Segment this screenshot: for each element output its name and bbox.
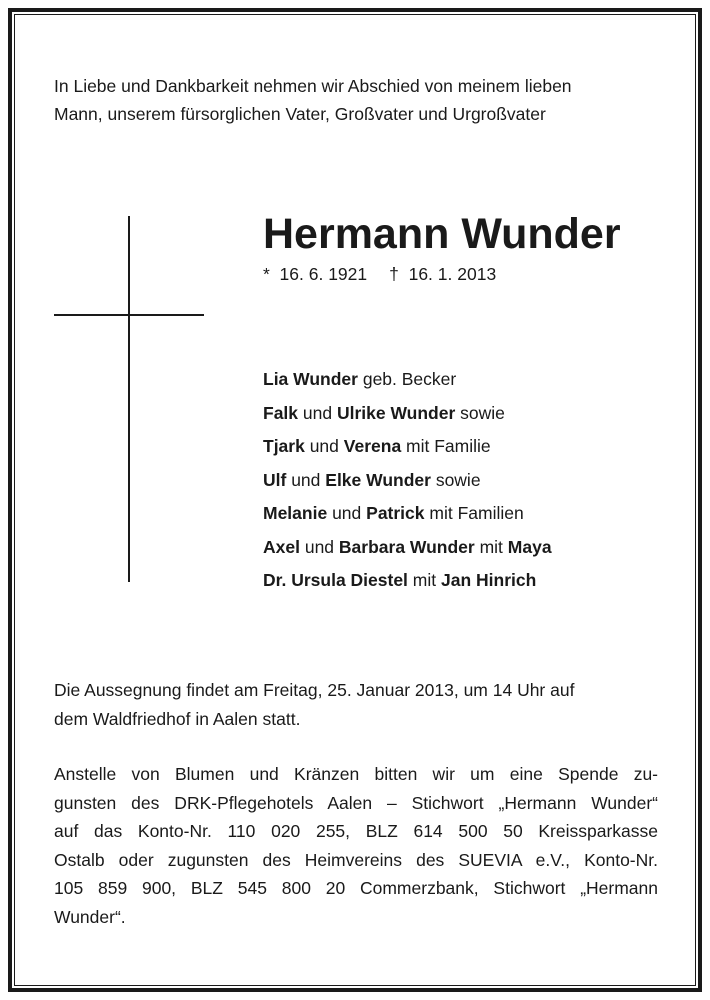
cross-horizontal-bar <box>54 314 204 316</box>
mourner-connector: mit <box>407 570 441 590</box>
life-dates <box>263 262 496 286</box>
mourner-name: Barbara Wunder <box>338 536 475 557</box>
mourner-line <box>263 397 552 431</box>
mourner-name: Jan Hinrich <box>440 570 537 590</box>
mourners-list <box>263 363 552 598</box>
intro-text <box>54 72 658 128</box>
death-symbol: † <box>389 264 399 284</box>
mourner-line <box>263 430 552 464</box>
donation-line: gunsten des DRK-Pflegehotels Aalen – Stichwort „Hermann Wunder“ <box>54 792 658 813</box>
mourner-connector: und <box>304 436 344 456</box>
mourner-connector: sowie <box>455 402 505 423</box>
mourner-line <box>263 497 552 531</box>
donation-notice <box>54 760 658 931</box>
mourner-connector: und <box>286 469 326 490</box>
mourner-connector: und <box>327 503 367 523</box>
intro-line: Mann, unserem fürsorglichen Vater, Großvater und Urgroßvater <box>54 104 546 124</box>
donation-line: 105 859 900, BLZ 545 800 20 Commerzbank, Stichwort „Hermann <box>54 878 658 898</box>
mourner-connector: geb. Becker <box>357 369 457 389</box>
cross-vertical-bar <box>128 216 130 582</box>
mourner-name: Verena <box>343 436 402 456</box>
ceremony-line: Die Aussegnung findet am Freitag, 25. Januar 2013, um 14 Uhr auf <box>54 680 575 700</box>
intro-line: In Liebe und Dankbarkeit nehmen wir Abschied von meinem lieben <box>54 76 572 96</box>
mourner-line <box>263 464 552 498</box>
ceremony-line: dem Waldfriedhof in Aalen statt. <box>54 708 301 729</box>
mourner-name: Melanie <box>263 503 328 523</box>
mourner-name: Falk <box>263 402 299 423</box>
mourner-connector: mit Familie <box>401 436 491 456</box>
donation-line: Wunder“. <box>54 906 126 927</box>
mourner-connector: mit Familien <box>424 503 524 523</box>
mourner-name: Tjark <box>263 436 305 456</box>
mourner-name: Elke Wunder <box>325 469 431 490</box>
mourner-name: Maya <box>507 536 552 557</box>
death-date: 16. 1. 2013 <box>408 264 497 284</box>
deceased-name: Hermann Wunder <box>263 210 621 258</box>
donation-line: auf das Konto-Nr. 110 020 255, BLZ 614 500 50 Kreissparkasse <box>54 821 658 841</box>
mourner-name: Axel <box>263 536 300 557</box>
birth-date: 16. 6. 1921 <box>279 264 368 284</box>
donation-line: Ostalb oder zugunsten des Heimvereins des SUEVIA e.V., Konto-Nr. <box>54 849 658 870</box>
mourner-connector: mit <box>474 536 508 557</box>
mourner-connector: und <box>298 402 337 423</box>
mourner-line <box>263 363 552 397</box>
donation-line: Anstelle von Blumen und Kränzen bitten wir um eine Spende zu- <box>54 764 658 784</box>
mourner-connector: sowie <box>430 469 481 490</box>
mourner-name: Lia Wunder <box>263 369 358 389</box>
mourner-name: Ulrike Wunder <box>336 402 456 423</box>
ceremony-notice <box>54 676 658 733</box>
mourner-name: Ulf <box>263 469 287 490</box>
mourner-line <box>263 531 552 565</box>
mourner-line <box>263 564 552 598</box>
mourner-name: Patrick <box>366 503 425 523</box>
birth-symbol: * <box>263 264 270 284</box>
mourner-name: Dr. Ursula Diestel <box>263 570 408 590</box>
mourner-connector: und <box>299 536 339 557</box>
